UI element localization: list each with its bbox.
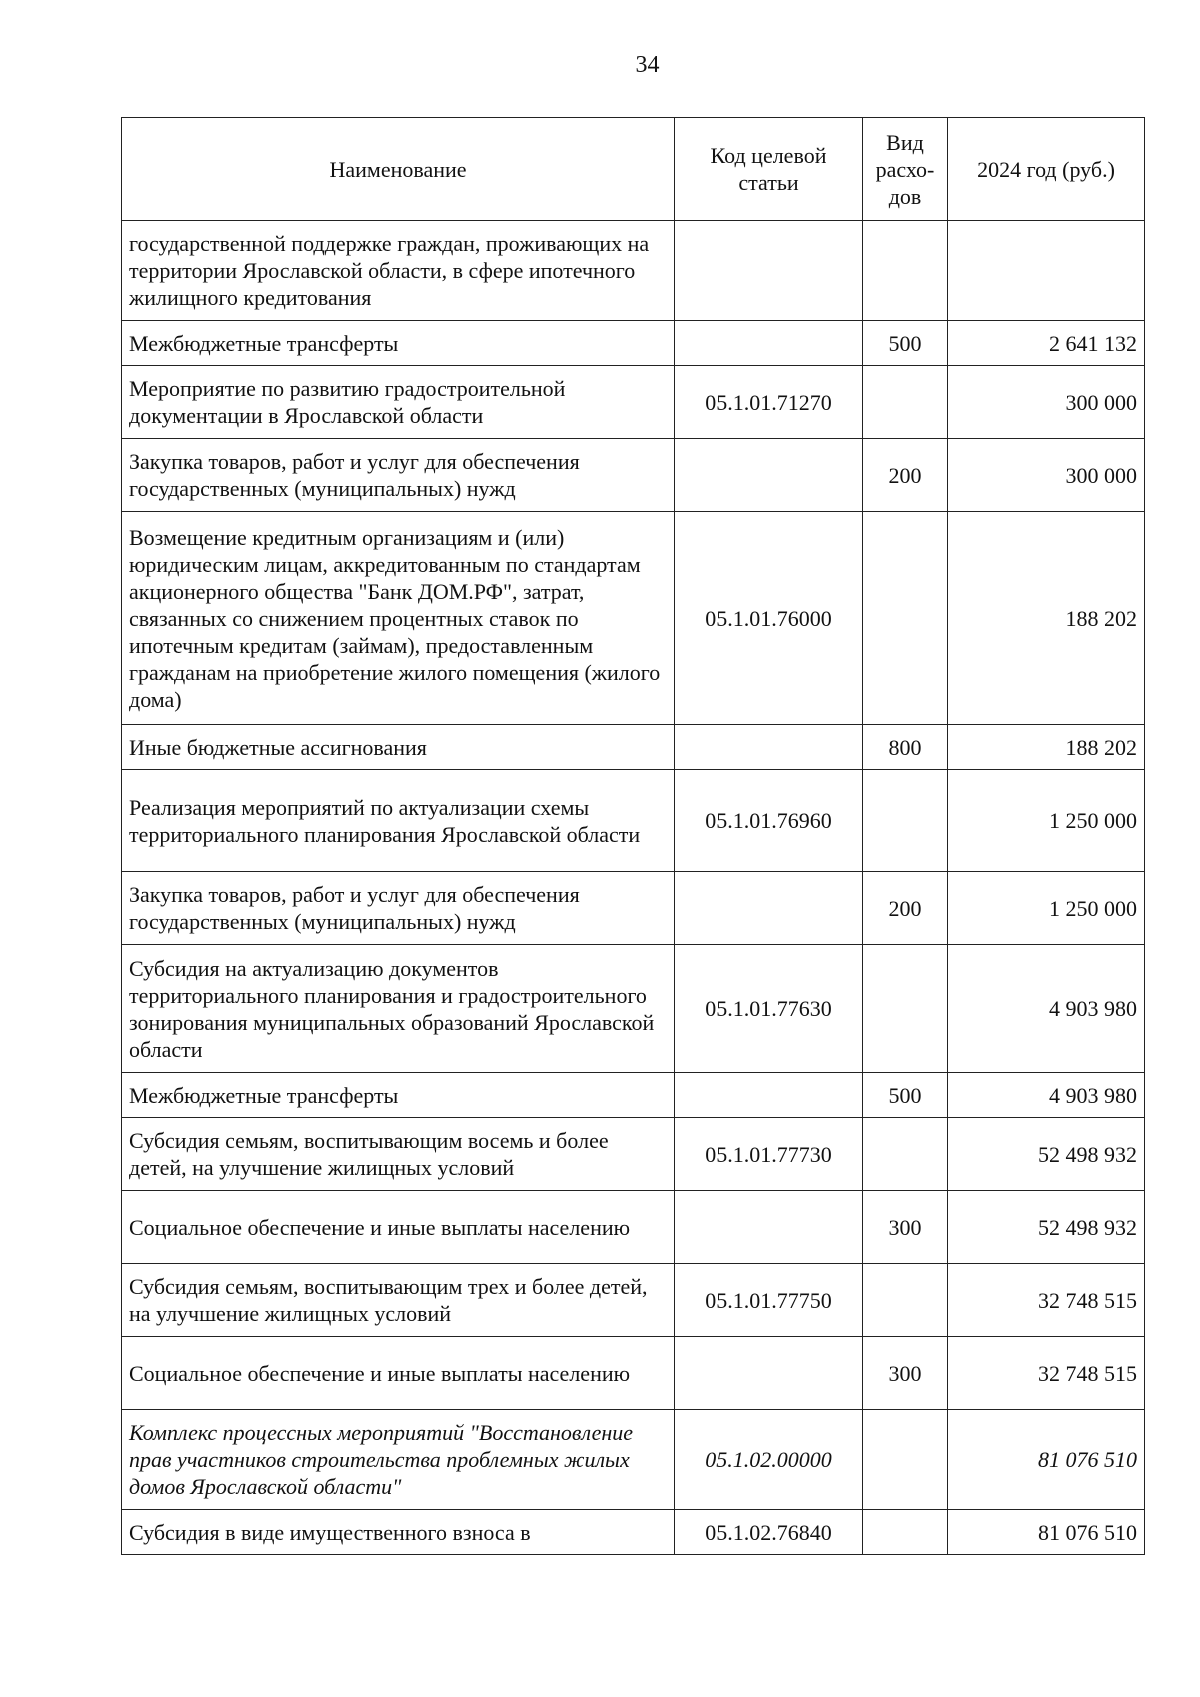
row-name-cell: Закупка товаров, работ и услуг для обеспечения государственных (муниципальных) нужд bbox=[122, 439, 675, 512]
row-name-cell: Закупка товаров, работ и услуг для обеспечения государственных (муниципальных) нужд bbox=[122, 872, 675, 945]
row-code-cell bbox=[675, 1337, 863, 1410]
table-row bbox=[122, 1264, 1145, 1337]
row-kind-cell bbox=[863, 945, 948, 1073]
table-row bbox=[122, 221, 1145, 321]
table-row bbox=[122, 1510, 1145, 1555]
table-row bbox=[122, 439, 1145, 512]
page-number: 34 bbox=[635, 52, 660, 78]
header-code: Код целевой статьи bbox=[675, 118, 863, 221]
row-kind-cell bbox=[863, 1118, 948, 1191]
table-row bbox=[122, 1191, 1145, 1264]
row-code-cell: 05.1.01.77750 bbox=[675, 1264, 863, 1337]
row-amount-cell: 300 000 bbox=[948, 366, 1145, 439]
row-amount-cell bbox=[948, 221, 1145, 321]
row-kind-cell: 500 bbox=[863, 1073, 948, 1118]
row-name-cell: Межбюджетные трансферты bbox=[122, 321, 675, 366]
row-amount-cell: 1 250 000 bbox=[948, 872, 1145, 945]
row-kind-cell bbox=[863, 512, 948, 725]
table-header-row bbox=[122, 118, 1145, 221]
row-code-cell: 05.1.01.76000 bbox=[675, 512, 863, 725]
row-kind-cell: 200 bbox=[863, 872, 948, 945]
table-row bbox=[122, 1118, 1145, 1191]
table-body bbox=[122, 221, 1145, 1555]
header-name: Наименование bbox=[122, 118, 675, 221]
row-name-cell: Комплекс процессных мероприятий "Восстановление прав участников строительства проблемных жилых домов Ярославской области" bbox=[122, 1410, 675, 1510]
table-row bbox=[122, 366, 1145, 439]
row-code-cell bbox=[675, 1191, 863, 1264]
table-row bbox=[122, 321, 1145, 366]
table-row bbox=[122, 512, 1145, 725]
row-kind-cell bbox=[863, 1510, 948, 1555]
row-name-cell: Социальное обеспечение и иные выплаты населению bbox=[122, 1191, 675, 1264]
header-kind: Вид расхо-дов bbox=[863, 118, 948, 221]
row-name-cell: Иные бюджетные ассигнования bbox=[122, 725, 675, 770]
row-code-cell: 05.1.01.71270 bbox=[675, 366, 863, 439]
row-amount-cell: 81 076 510 bbox=[948, 1510, 1145, 1555]
row-amount-cell: 188 202 bbox=[948, 725, 1145, 770]
row-name-cell: Субсидия семьям, воспитывающим трех и более детей, на улучшение жилищных условий bbox=[122, 1264, 675, 1337]
row-name-cell: Мероприятие по развитию градостроительной документации в Ярославской области bbox=[122, 366, 675, 439]
row-code-cell bbox=[675, 725, 863, 770]
table-row bbox=[122, 770, 1145, 872]
row-amount-cell: 300 000 bbox=[948, 439, 1145, 512]
row-name-cell: государственной поддержке граждан, проживающих на территории Ярославской области, в сфере ипотечного жилищного кредитования bbox=[122, 221, 675, 321]
row-kind-cell bbox=[863, 221, 948, 321]
row-amount-cell: 1 250 000 bbox=[948, 770, 1145, 872]
row-code-cell: 05.1.02.00000 bbox=[675, 1410, 863, 1510]
row-kind-cell bbox=[863, 770, 948, 872]
row-kind-cell bbox=[863, 366, 948, 439]
row-code-cell bbox=[675, 439, 863, 512]
row-amount-cell: 2 641 132 bbox=[948, 321, 1145, 366]
row-amount-cell: 188 202 bbox=[948, 512, 1145, 725]
row-kind-cell: 300 bbox=[863, 1191, 948, 1264]
row-code-cell: 05.1.02.76840 bbox=[675, 1510, 863, 1555]
row-amount-cell: 32 748 515 bbox=[948, 1264, 1145, 1337]
row-amount-cell: 32 748 515 bbox=[948, 1337, 1145, 1410]
row-name-cell: Субсидия семьям, воспитывающим восемь и более детей, на улучшение жилищных условий bbox=[122, 1118, 675, 1191]
row-code-cell bbox=[675, 872, 863, 945]
row-kind-cell: 300 bbox=[863, 1337, 948, 1410]
row-code-cell: 05.1.01.77730 bbox=[675, 1118, 863, 1191]
row-code-cell: 05.1.01.77630 bbox=[675, 945, 863, 1073]
row-name-cell: Субсидия на актуализацию документов территориального планирования и градостроительного зонирования муниципальных образований Ярославской области bbox=[122, 945, 675, 1073]
budget-table bbox=[121, 117, 1145, 1555]
row-name-cell: Возмещение кредитным организациям и (или) юридическим лицам, аккредитованным по стандартам акционерного общества "Банк ДОМ.РФ", затрат, связанных со снижением процентных ставок по ипотечным кредитам (займам), предоставленным гражданам на приобретение жилого помещения (жилого дома) bbox=[122, 512, 675, 725]
table-row bbox=[122, 1337, 1145, 1410]
row-kind-cell: 200 bbox=[863, 439, 948, 512]
header-amount: 2024 год (руб.) bbox=[948, 118, 1145, 221]
row-name-cell: Субсидия в виде имущественного взноса в bbox=[122, 1510, 675, 1555]
table-row bbox=[122, 872, 1145, 945]
row-amount-cell: 4 903 980 bbox=[948, 1073, 1145, 1118]
row-kind-cell bbox=[863, 1410, 948, 1510]
table-row bbox=[122, 945, 1145, 1073]
row-amount-cell: 4 903 980 bbox=[948, 945, 1145, 1073]
row-kind-cell: 800 bbox=[863, 725, 948, 770]
row-amount-cell: 81 076 510 bbox=[948, 1410, 1145, 1510]
table-row bbox=[122, 725, 1145, 770]
table-row bbox=[122, 1073, 1145, 1118]
row-name-cell: Реализация мероприятий по актуализации схемы территориального планирования Ярославской области bbox=[122, 770, 675, 872]
row-code-cell: 05.1.01.76960 bbox=[675, 770, 863, 872]
row-amount-cell: 52 498 932 bbox=[948, 1118, 1145, 1191]
row-kind-cell: 500 bbox=[863, 321, 948, 366]
table-row bbox=[122, 1410, 1145, 1510]
row-amount-cell: 52 498 932 bbox=[948, 1191, 1145, 1264]
row-code-cell bbox=[675, 221, 863, 321]
row-code-cell bbox=[675, 1073, 863, 1118]
row-code-cell bbox=[675, 321, 863, 366]
row-name-cell: Межбюджетные трансферты bbox=[122, 1073, 675, 1118]
row-kind-cell bbox=[863, 1264, 948, 1337]
row-name-cell: Социальное обеспечение и иные выплаты населению bbox=[122, 1337, 675, 1410]
